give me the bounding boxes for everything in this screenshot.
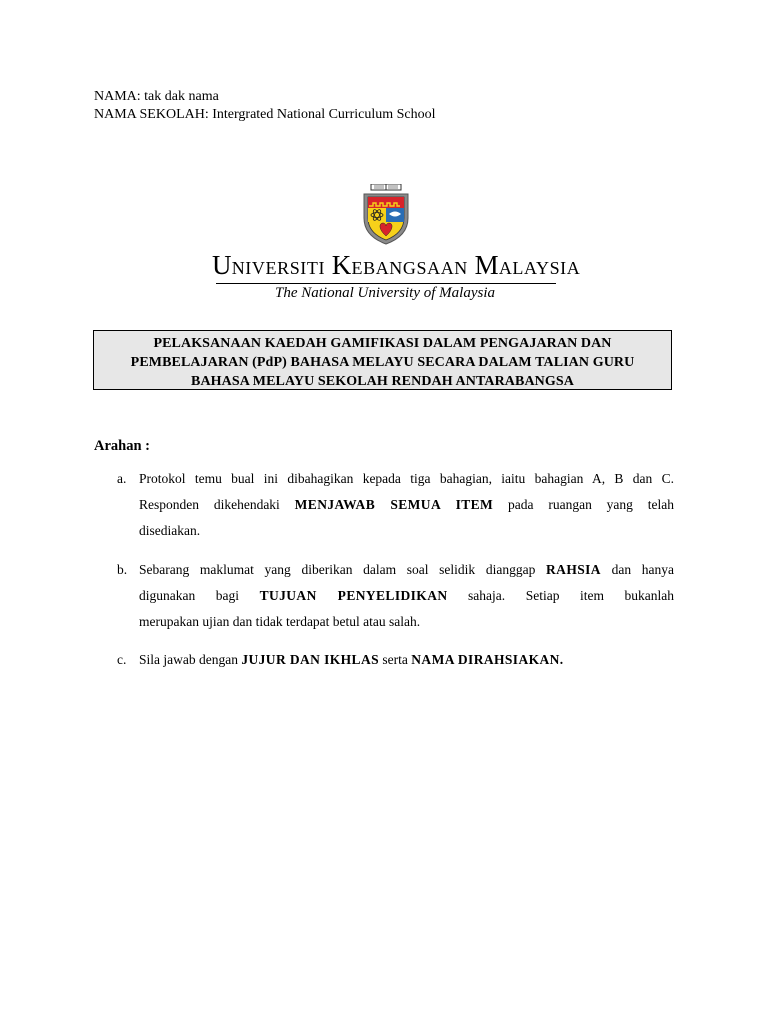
university-tagline: The National University of Malaysia <box>275 285 495 301</box>
emphasis-nama-dirahsiakan: NAMA DIRAHSIAKAN. <box>411 652 564 667</box>
instruction-item-a <box>139 466 674 544</box>
title-line-3: BAHASA MELAYU SEKOLAH RENDAH ANTARABANGSA <box>191 374 574 389</box>
instruction-a-line-2: Responden dikehendaki MENJAWAB SEMUA ITEM pada ruangan yang telah <box>139 497 674 512</box>
instruction-b-line-1: Sebarang maklumat yang diberikan dalam soal selidik dianggap RAHSIA dan hanya <box>139 562 675 577</box>
school-name-line <box>94 106 436 124</box>
instruction-b-line-2: digunakan bagi TUJUAN PENYELIDIKAN sahaja. Setiap item bukanlah <box>139 588 675 603</box>
instruction-marker-c: c. <box>117 652 127 667</box>
instruction-a-line-3: disediakan. <box>139 523 201 538</box>
student-name-label: NAMA: <box>94 89 141 104</box>
emphasis-menjawab-semua-item: MENJAWAB SEMUA ITEM <box>294 497 494 512</box>
instructions-heading: Arahan : <box>94 438 150 454</box>
student-name-value: tak dak nama <box>144 89 219 104</box>
university-logo <box>212 184 581 302</box>
school-name-value: Intergrated National Curriculum School <box>212 107 436 122</box>
instruction-c-line-1: Sila jawab dengan JUJUR DAN IKHLAS serta NAMA DIRAHSIAKAN. <box>139 652 564 667</box>
instruction-marker-a: a. <box>117 471 127 486</box>
emphasis-tujuan-penyelidikan: TUJUAN PENYELIDIKAN <box>259 588 448 603</box>
emphasis-jujur-dan-ikhlas: JUJUR DAN IKHLAS <box>241 652 380 667</box>
school-name-label: NAMA SEKOLAH: <box>94 107 209 122</box>
university-name: UNIVERSITI KEBANGSAAN MALAYSIA <box>212 250 581 280</box>
instruction-a-line-1: Protokol temu bual ini dibahagikan kepada tiga bahagian, iaitu bahagian A, B dan C. <box>139 471 674 486</box>
emphasis-rahsia: RAHSIA <box>546 562 601 577</box>
instruction-item-c <box>139 647 674 673</box>
instruction-item-b <box>139 557 674 635</box>
instruction-marker-b: b. <box>117 562 128 577</box>
document-title-box <box>93 330 672 390</box>
title-line-1: PELAKSANAAN KAEDAH GAMIFIKASI DALAM PENGAJARAN DAN <box>153 336 612 351</box>
title-line-2: PEMBELAJARAN (PdP) BAHASA MELAYU SECARA DALAM TALIAN GURU <box>130 355 635 370</box>
student-name-line <box>94 88 219 106</box>
university-crest-icon <box>361 184 411 246</box>
instruction-b-line-3: merupakan ujian dan tidak terdapat betul atau salah. <box>139 614 421 629</box>
